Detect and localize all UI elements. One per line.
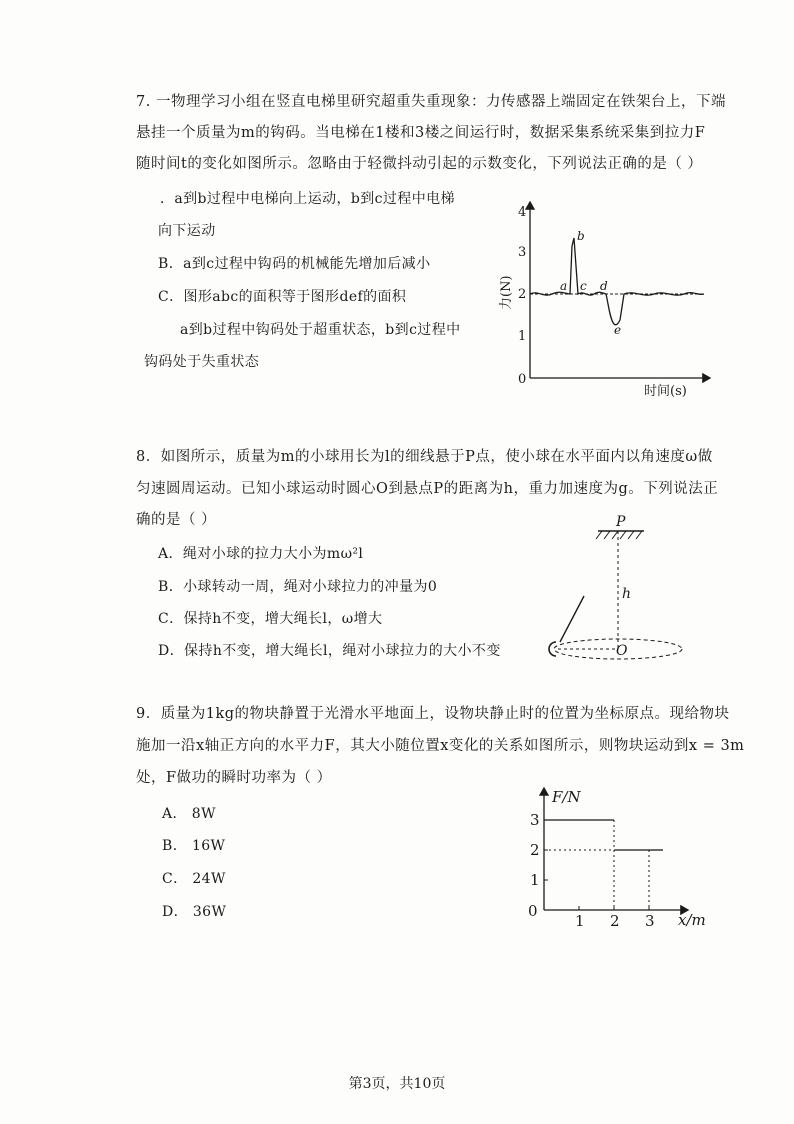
q7-option-a-line-2: 向下运动 (158, 223, 216, 239)
q9-option-d: D． 36W (162, 904, 227, 920)
q7-option-a-line-1: ．a到b过程中电梯向上运动，b到c过程中电梯 (160, 191, 455, 207)
q8-option-a: A．绳对小球的拉力大小为mω²l (158, 546, 364, 562)
q7-ytick-2: 2 (518, 287, 527, 302)
q7-ytick-3: 3 (518, 245, 527, 260)
q8-label-p: P (616, 514, 626, 530)
q9-y-axis-label: F/N (552, 788, 581, 806)
q7-option-b: B．a到c过程中钩码的机械能先增加后减小 (158, 256, 431, 272)
q9-x-tick-label-3: 3 (645, 912, 655, 930)
q7-line-3: 随时间t的变化如图所示。忽略由于轻微抖动引起的示数变化，下列说法正确的是（ ） (136, 156, 703, 172)
q7-option-c: C．图形abc的面积等于图形def的面积 (158, 289, 407, 305)
q9-option-c: C． 24W (162, 871, 226, 887)
q9-x-axis-label: x/m (678, 911, 706, 929)
q7-point-e: e (614, 323, 622, 337)
q9-x-tick-label-2: 2 (610, 912, 620, 930)
q9-x-tick-label-1: 1 (575, 912, 585, 930)
q9-origin-label: 0 (528, 902, 538, 920)
q8-line-2: 匀速圆周运动。已知小球运动时圆心O到悬点P的距离为h，重力加速度为g。下列说法正 (136, 481, 719, 497)
q9-line-2: 施加一沿x轴正方向的水平力F，其大小随位置x变化的关系如图所示，则物块运动到x = 3m (136, 738, 745, 754)
q9-chart-marks (530, 811, 663, 930)
q9-option-b: B． 16W (162, 838, 226, 854)
q7-ytick-0: 0 (518, 372, 527, 387)
q9-line-3: 处，F做功的瞬时功率为（ ） (136, 770, 332, 786)
q9-force-position-chart (520, 782, 720, 932)
q7-point-a: a (560, 279, 568, 293)
q8-label-h: h (622, 586, 632, 602)
q8-label-o: O (616, 643, 628, 659)
q8-option-c: C．保持h不变，增大绳长l，ω增大 (158, 611, 383, 627)
q8-option-d: D．保持h不变，增大绳长l，绳对小球拉力的大小不变 (158, 643, 501, 659)
q7-y-label: 力(N) (499, 275, 514, 310)
q9-option-a: A． 8W (162, 806, 216, 822)
q7-option-d-line-1: a到b过程中钩码处于超重状态，b到c过程中 (180, 322, 461, 338)
q8-option-b: B．小球转动一周，绳对小球拉力的冲量为0 (158, 579, 438, 595)
q7-point-d: d (600, 279, 608, 293)
q8-line-3: 确的是（ ） (136, 512, 217, 528)
q7-line-2: 悬挂一个质量为m的钩码。当电梯在1楼和3楼之间运行时，数据采集系统采集到拉力F (136, 125, 706, 141)
q7-force-time-graph (488, 190, 718, 400)
q7-ytick-4: 4 (518, 205, 527, 220)
q8-ceiling-hatch (596, 531, 642, 539)
q7-x-label: 时间(s) (644, 384, 687, 399)
q7-option-d-line-2: 钩码处于失重状态 (144, 354, 260, 370)
q7-line-1: 7. 一物理学习小组在竖直电梯里研究超重失重现象：力传感器上端固定在铁架台上，下端 (136, 94, 726, 110)
q8-line-1: 8．如图所示，质量为m的小球用长为l的细线悬于P点，使小球在水平面内以角速度ω做 (136, 449, 713, 465)
q7-point-b: b (577, 229, 585, 243)
q7-point-c: c (580, 279, 587, 293)
q9-y-tick-label-2: 2 (530, 841, 540, 859)
q8-ball (549, 642, 556, 656)
q9-y-tick-label-1: 1 (530, 871, 540, 889)
q8-conical-pendulum-diagram (540, 508, 690, 670)
q9-y-tick-label-3: 3 (530, 811, 540, 829)
page-footer: 第3页，共10页 (348, 1076, 446, 1092)
q7-force-curve (530, 238, 704, 325)
q9-line-1: 9．质量为1kg的物块静置于光滑水平地面上，设物块静止时的位置为坐标原点。现给物块 (136, 706, 730, 722)
q7-ytick-1: 1 (518, 329, 527, 344)
q8-string (560, 596, 584, 642)
